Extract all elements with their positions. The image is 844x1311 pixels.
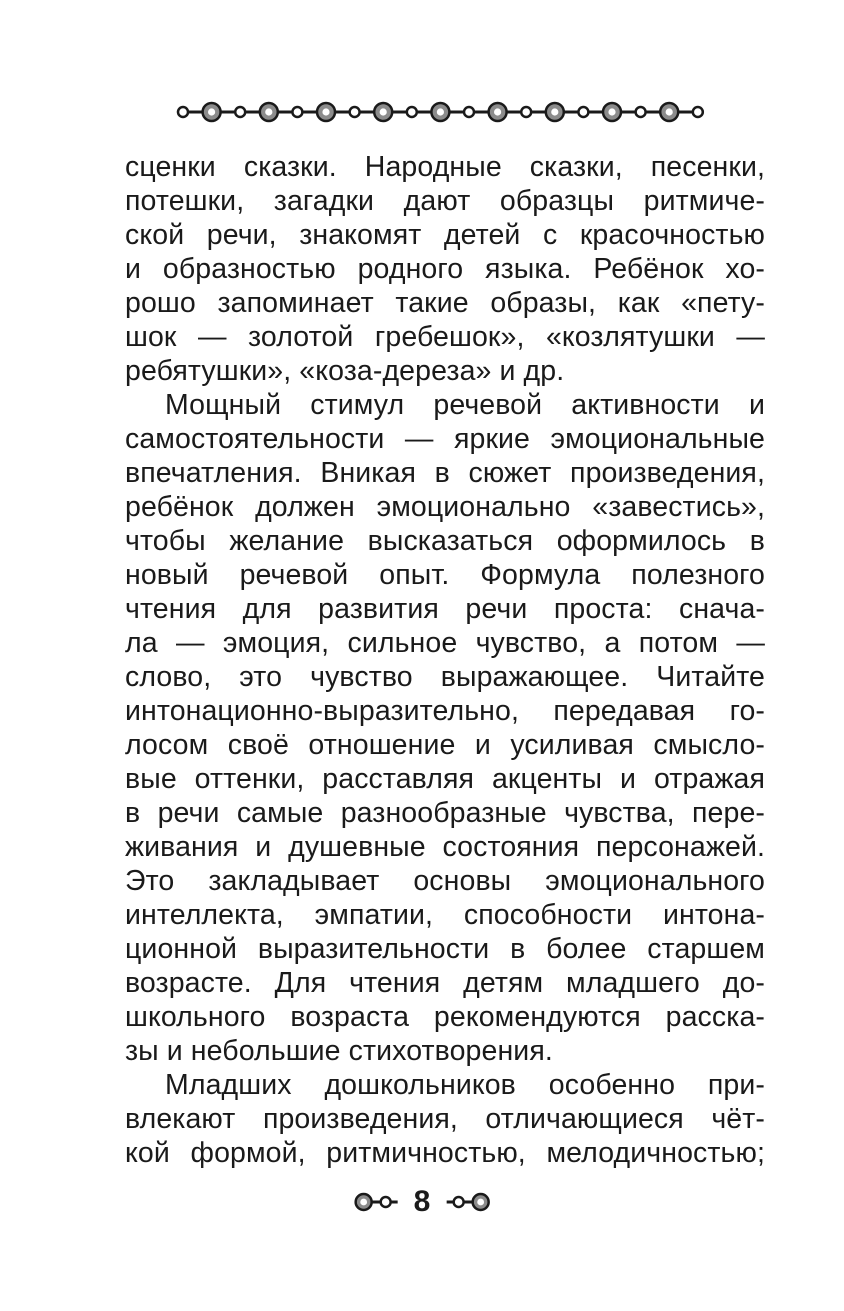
small-bead bbox=[235, 107, 245, 117]
page-number: 8 bbox=[413, 1185, 431, 1218]
text-line: слово, это чувство выражающее. Читайте bbox=[125, 661, 765, 693]
text-line: в речи самые разнообразные чувства, пере- bbox=[125, 797, 765, 829]
bead-highlight bbox=[666, 108, 673, 115]
text-line: самостоятельности — яркие эмоциональные bbox=[125, 423, 765, 455]
bead-highlight bbox=[208, 108, 215, 115]
text-line: кой формой, ритмичностью, мелодичностью; bbox=[125, 1137, 765, 1169]
small-bead bbox=[636, 107, 646, 117]
text-line: чтобы желание высказаться оформилось в bbox=[125, 525, 765, 557]
text-line: возрасте. Для чтения детям младшего до- bbox=[125, 967, 765, 999]
text-line: Младших дошкольников особенно при- bbox=[165, 1069, 765, 1101]
bead-highlight bbox=[608, 108, 615, 115]
text-line: ционной выразительности в более старшем bbox=[125, 933, 765, 965]
text-line: интеллекта, эмпатии, способности интона- bbox=[125, 899, 765, 931]
small-bead bbox=[578, 107, 588, 117]
bead-highlight bbox=[551, 108, 558, 115]
text-line: Это закладывает основы эмоционального bbox=[125, 865, 765, 897]
bead-highlight bbox=[380, 108, 387, 115]
text-line: впечатления. Вникая в сюжет произведения, bbox=[125, 457, 765, 489]
text-line: шок — золотой гребешок», «козлятушки — bbox=[125, 321, 765, 353]
bead-highlight bbox=[494, 108, 501, 115]
bead-chain-ornament bbox=[176, 98, 708, 126]
text-line: Мощный стимул речевой активности и bbox=[165, 389, 765, 421]
small-bead bbox=[407, 107, 417, 117]
text-line: ребятушки», «коза-дереза» и др. bbox=[125, 355, 565, 387]
small-bead bbox=[178, 107, 188, 117]
text-line: вые оттенки, расставляя акценты и отражая bbox=[125, 763, 765, 795]
text-line: школьного возраста рекомендуются расска- bbox=[125, 1001, 765, 1033]
small-bead bbox=[464, 107, 474, 117]
paragraph bbox=[125, 388, 765, 1068]
small-bead bbox=[292, 107, 302, 117]
bead-highlight bbox=[437, 108, 444, 115]
text-line: чтения для развития речи проста: снача- bbox=[125, 593, 765, 625]
bead-ornament-left bbox=[354, 1189, 400, 1215]
paragraph bbox=[125, 1068, 765, 1170]
text-line: потешки, загадки дают образцы ритмиче- bbox=[125, 185, 765, 217]
text-line: и образностью родного языка. Ребёнок хо- bbox=[125, 253, 765, 285]
text-line: сценки сказки. Народные сказки, песенки, bbox=[125, 151, 765, 183]
text-line: ла — эмоция, сильное чувство, а потом — bbox=[125, 627, 765, 659]
small-bead bbox=[350, 107, 360, 117]
small-bead bbox=[693, 107, 703, 117]
bead-ornament-right bbox=[444, 1189, 490, 1215]
text-line: влекают произведения, отличающиеся чёт- bbox=[125, 1103, 765, 1135]
page-footer bbox=[0, 1182, 844, 1222]
text-line: интонационно-выразительно, передавая го- bbox=[125, 695, 765, 727]
text-line: рошо запоминает такие образы, как «пету- bbox=[125, 287, 765, 319]
text-line: новый речевой опыт. Формула полезного bbox=[125, 559, 765, 591]
text-line: лосом своё отношение и усиливая смысло- bbox=[125, 729, 765, 761]
bead-highlight bbox=[265, 108, 272, 115]
bead-highlight bbox=[322, 108, 329, 115]
text-line: живания и душевные состояния персонажей. bbox=[125, 831, 765, 863]
body-text bbox=[125, 150, 765, 1170]
text-line: зы и небольшие стихотворения. bbox=[125, 1035, 553, 1067]
text-line: ребёнок должен эмоционально «завестись», bbox=[125, 491, 765, 523]
small-bead bbox=[521, 107, 531, 117]
text-line: ской речи, знакомят детей с красочностью bbox=[125, 219, 765, 251]
paragraph bbox=[125, 150, 765, 388]
